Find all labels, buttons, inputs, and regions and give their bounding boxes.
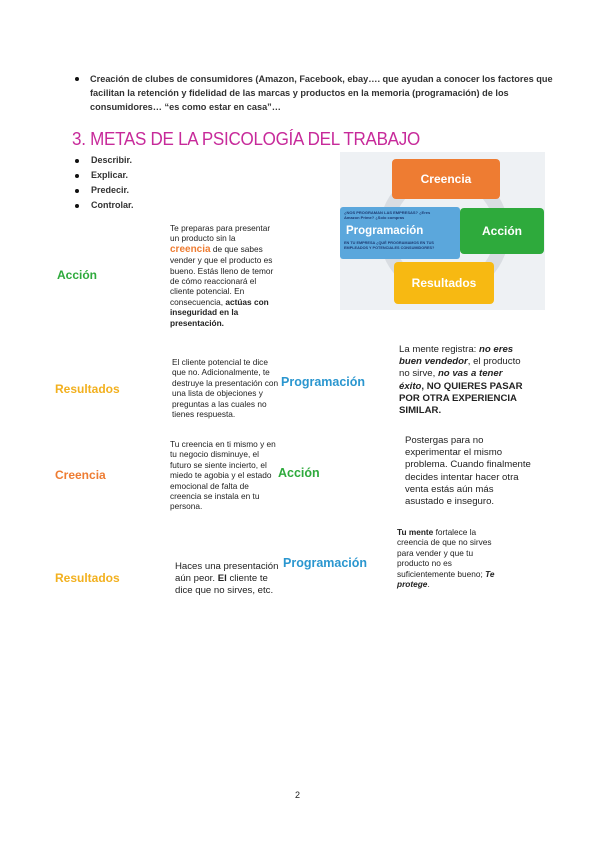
row-text: Tu creencia en ti mismo y en tu negocio disminuye, el futuro se siente incierto, el miedo te agobia y el estado emocional de falta de creencia se instala en tu persona. bbox=[170, 439, 276, 512]
row-label-resultados: Resultados bbox=[55, 382, 120, 396]
row-right-text bbox=[399, 344, 525, 417]
cycle-programacion-box bbox=[340, 207, 460, 259]
cycle-diagram bbox=[340, 152, 545, 310]
row-right-bold: , NO QUIERES PASAR POR OTRA EXPERIENCIA SIMILAR. bbox=[399, 380, 523, 417]
row-right-part: La mente registra: bbox=[399, 344, 477, 355]
programacion-bottom-text: EN TU EMPRESA ¿QUÉ PROGRAMAMOS EN TUS EMPLEADOS Y POTENCIALES CONSUMIDORES? bbox=[344, 241, 435, 250]
row-right-part: , el producto no sirve, bbox=[399, 356, 521, 380]
cycle-resultados-box: Resultados bbox=[394, 262, 494, 304]
row-right-emph: no eres buen vendedor bbox=[399, 344, 514, 368]
bullet-icon bbox=[75, 159, 79, 163]
row-label-accion-mid: Acción bbox=[278, 466, 320, 480]
section-heading: 3. METAS DE LA PSICOLOGÍA DEL TRABAJO bbox=[72, 128, 420, 149]
row-label-resultados-2: Resultados bbox=[55, 571, 120, 585]
intro-bullet-text: Creación de clubes de consumidores (Amazon, Facebook, ebay…. que ayudan a conocer los factores que facilitan la retención y fidelidad de las marcas y productos en la memoria (programación) de los consumidores… “es como estar en casa”… bbox=[90, 74, 553, 112]
programacion-title: Programación bbox=[346, 225, 424, 237]
goal-item: Explicar. bbox=[91, 170, 129, 180]
goal-item: Describir. bbox=[91, 155, 133, 165]
row-right-text bbox=[397, 527, 507, 589]
bullet-icon bbox=[75, 204, 79, 208]
programacion-top-text: ¿NOS PROGRAMAN LAS EMPRESAS? ¿Eres Amazon Prime? ¿Solo compras bbox=[344, 210, 431, 220]
page-number: 2 bbox=[295, 790, 301, 800]
row-text-part: Haces una presentación aún peor. bbox=[175, 561, 279, 585]
row-right-emph: Te protege bbox=[397, 568, 495, 590]
cycle-accion-box: Acción bbox=[460, 208, 544, 254]
row-text-part: de que sabes vender y que el producto es bueno. Estás lleno de temor de cómo reaccionará el cliente potencial. En consecuencia, bbox=[170, 243, 274, 307]
row-right-bold: Tu mente bbox=[397, 527, 434, 537]
row-label-programacion: Programación bbox=[281, 375, 366, 389]
row-right-part: . bbox=[427, 579, 430, 590]
row-text-part: cliente te dice que no sirves, etc. bbox=[175, 573, 274, 597]
bullet-icon bbox=[75, 189, 79, 193]
goal-item: Predecir. bbox=[91, 185, 130, 195]
row-text-part: Te preparas para presentar un producto sin la bbox=[170, 223, 271, 244]
row-text-highlight: creencia bbox=[170, 243, 211, 255]
cycle-creencia-box: Creencia bbox=[392, 159, 500, 199]
row-label-accion: Acción bbox=[57, 268, 98, 282]
row-text bbox=[170, 223, 278, 328]
row-text-bold: El bbox=[217, 573, 227, 585]
row-right-emph: no vas a tener éxito bbox=[399, 368, 503, 392]
row-text bbox=[175, 561, 283, 598]
bullet-icon bbox=[75, 174, 79, 178]
row-text: El cliente potencial te dice que no. Adicionalmente, te destruye la presentación con una lista de objeciones y preguntas a las cuales no tienes respuesta. bbox=[172, 357, 279, 420]
goal-item: Controlar. bbox=[91, 200, 134, 210]
row-right-text: Postergas para no experimentar el mismo problema. Cuando finalmente decides intentar hacer otra venta estás aún más asustado e inseguro. bbox=[405, 435, 531, 508]
bullet-icon bbox=[75, 77, 79, 81]
row-label-programacion-2: Programación bbox=[283, 556, 368, 570]
row-text-bold: actúas con inseguridad en la presentación. bbox=[170, 296, 269, 328]
row-label-creencia: Creencia bbox=[55, 468, 106, 482]
row-right-part: fortalece la creencia de que no sirves para vender y que tu producto no es suficientemente bueno; bbox=[397, 527, 492, 579]
